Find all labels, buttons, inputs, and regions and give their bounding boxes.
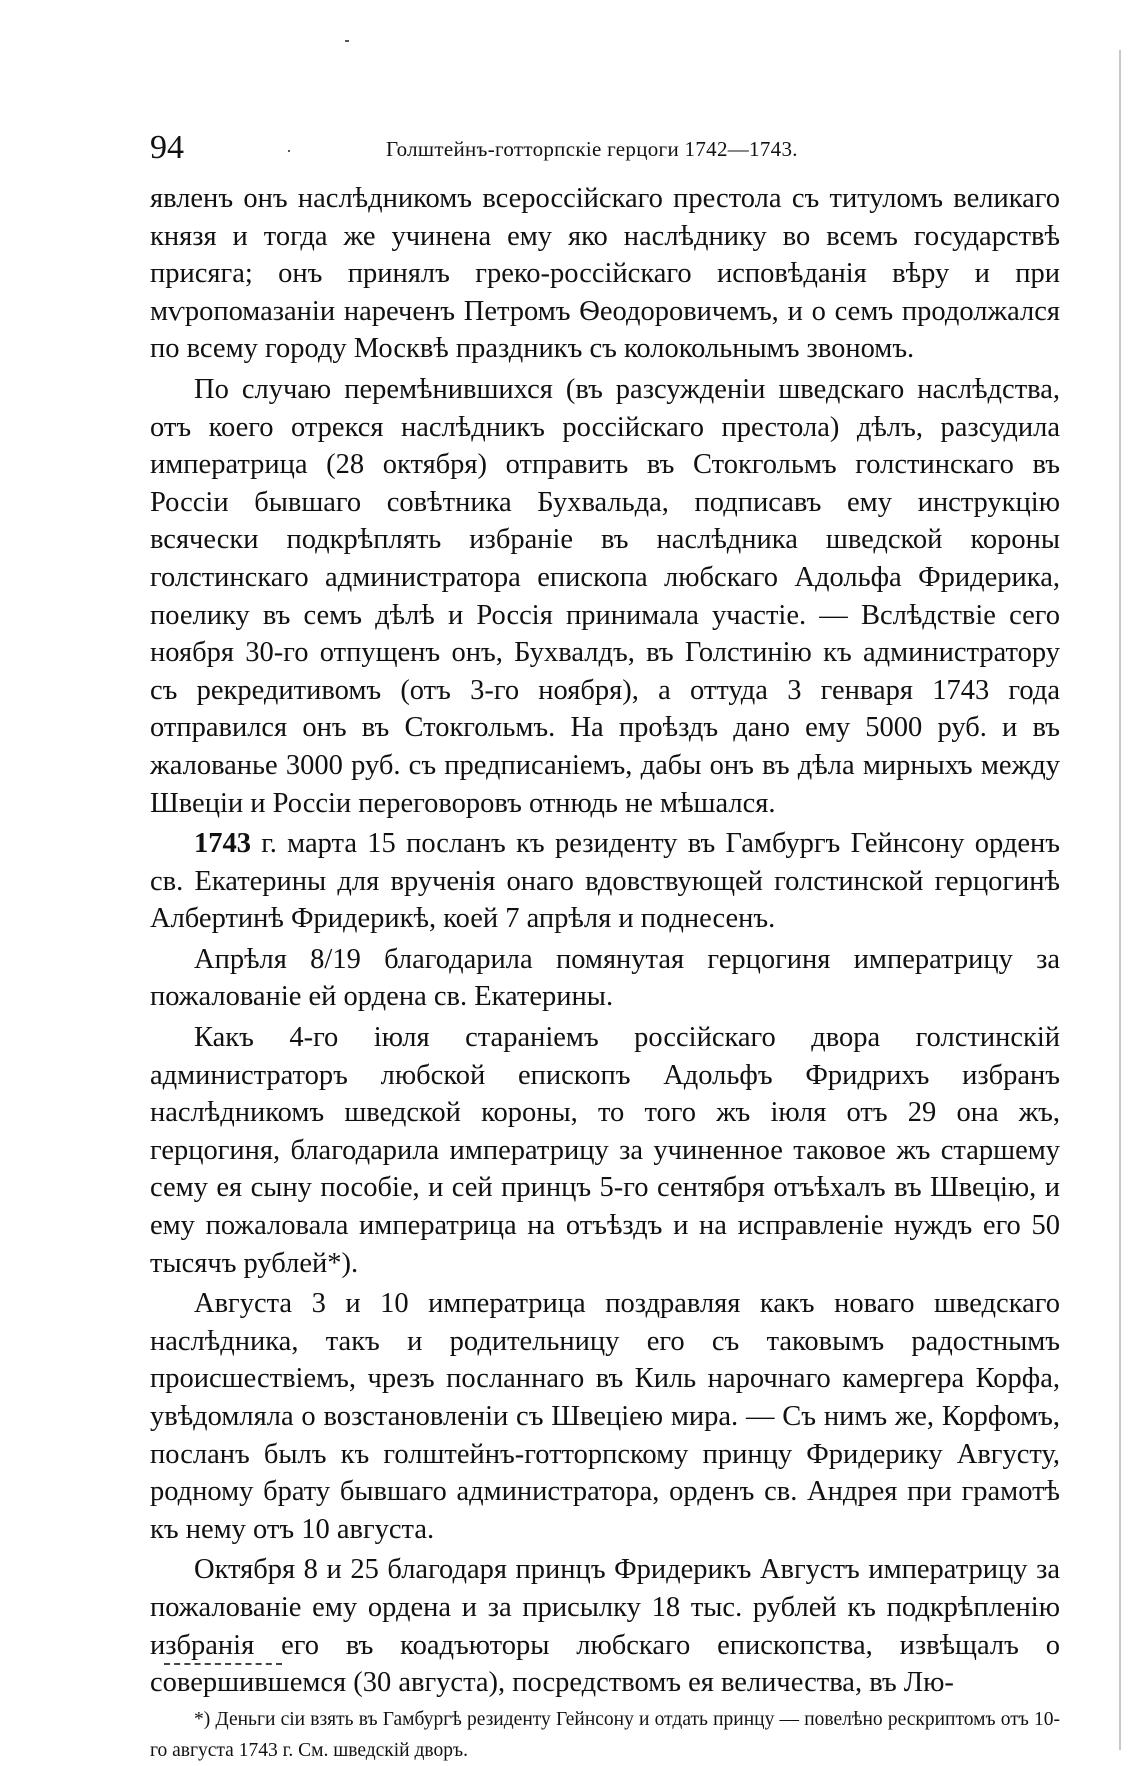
scan-edge-line bbox=[1119, 50, 1121, 1750]
footnote: *) Деньги сіи взять въ Гамбургѣ резиденту Гейнсону и отдать принцу — повелѣно рескриптомъ отъ 10-го августа 1743 г. См. шведскій дворъ. bbox=[150, 1708, 1060, 1761]
footnote-separator bbox=[164, 1663, 282, 1665]
paragraph-text: г. марта 15 посланъ къ резиденту въ Гамбургъ Гейнсону орденъ св. Екатерины для врученія онаго вдовствующей голстинской герцогинѣ Албертинѣ Фридерикѣ, коей 7 апрѣля и поднесенъ. bbox=[150, 828, 1060, 935]
paragraph: Октября 8 и 25 благодаря принцъ Фридерикъ Августъ императрицу за пожалованіе ему ордена и за присылку 18 тыс. рублей къ подкрѣпленію избранія его въ коадъюторы любскаго епископства, извѣщалъ о совершившемся (30 августа), посредствомъ ея величества, въ Лю- bbox=[150, 1554, 1060, 1699]
year-marker: 1743 bbox=[194, 828, 251, 860]
page-header bbox=[150, 128, 1060, 168]
running-title: Голштейнъ-готторпскіе герцоги 1742—1743. bbox=[386, 137, 798, 161]
paragraph: Августа 3 и 10 императрица поздравляя какъ новаго шведскаго наслѣдника, такъ и родительницу его съ таковымъ радостнымъ происшествіемъ, чрезъ посланнаго въ Киль нарочнаго камергера Корфа, увѣдомляла о возстановленіи съ Швеціею мира. — Съ нимъ же, Корфомъ, посланъ былъ къ голштейнъ-готторпскому принцу Фридерику Августу, родному брату бывшаго администратора, орденъ св. Андрея при грамотѣ къ нему отъ 10 августа. bbox=[150, 1288, 1060, 1545]
page-number: 94 bbox=[150, 129, 184, 166]
paragraph: Какъ 4-го іюля стараніемъ россійскаго двора голстинскій администраторъ любской епископъ Адольфъ Фридрихъ избранъ наслѣдникомъ шведской короны, то того жъ іюля отъ 29 она жъ, герцогиня, благодарила императрицу за учиненное таковое жъ старшему сему ея сыну пособіе, и сей принцъ 5-го сентября отъѣхалъ въ Швецію, и ему пожаловала императрица на отъѣздъ и на исправленіе нуждъ его 50 тысячъ рублей*). bbox=[150, 1022, 1060, 1279]
paragraph: По случаю перемѣнившихся (въ разсужденіи шведскаго наслѣдства, отъ коего отрекся наслѣдникъ россійскаго престола) дѣлъ, разсудила императрица (28 октября) отправить въ Стокгольмъ голстинскаго въ Россіи бывшаго совѣтника Бухвальда, подписавъ ему инструкцію всячески подкрѣплять избраніе въ наслѣдника шведской короны голстинскаго администратора епископа любскаго Адольфа Фридерика, поелику въ семъ дѣлѣ и Россія принимала участіе. — Вслѣдствіе сего ноября 30-го отпущенъ онъ, Бухвалдъ, въ Голстинію къ администратору съ рекредитивомъ (отъ 3-го ноября), а оттуда 3 генваря 1743 года отправился онъ въ Стокгольмъ. На проѣздъ дано ему 5000 руб. и въ жалованье 3000 руб. съ предписаніемъ, дабы онъ въ дѣла мирныхъ между Швеціи и Россіи переговоровъ отнюдь не мѣшался. bbox=[150, 373, 1060, 819]
paragraph bbox=[150, 825, 1060, 938]
paragraph-continuation: явленъ онъ наслѣдникомъ всероссійскаго престола съ титуломъ великаго князя и тогда же учинена ему яко наслѣднику во всемъ государствѣ присяга; онъ принялъ греко-россійскаго исповѣданія вѣру и при мѵропомазаніи нареченъ Петромъ Ѳеодоровичемъ, и о семъ продолжался по всему городу Москвѣ праздникъ съ колокольнымъ звономъ. bbox=[150, 183, 1060, 365]
main-text bbox=[150, 180, 1060, 1702]
paragraph: Апрѣля 8/19 благодарила помянутая герцогиня императрицу за пожалованіе ей ордена св. Екатерины. bbox=[150, 943, 1060, 1013]
scan-speck bbox=[345, 40, 349, 42]
